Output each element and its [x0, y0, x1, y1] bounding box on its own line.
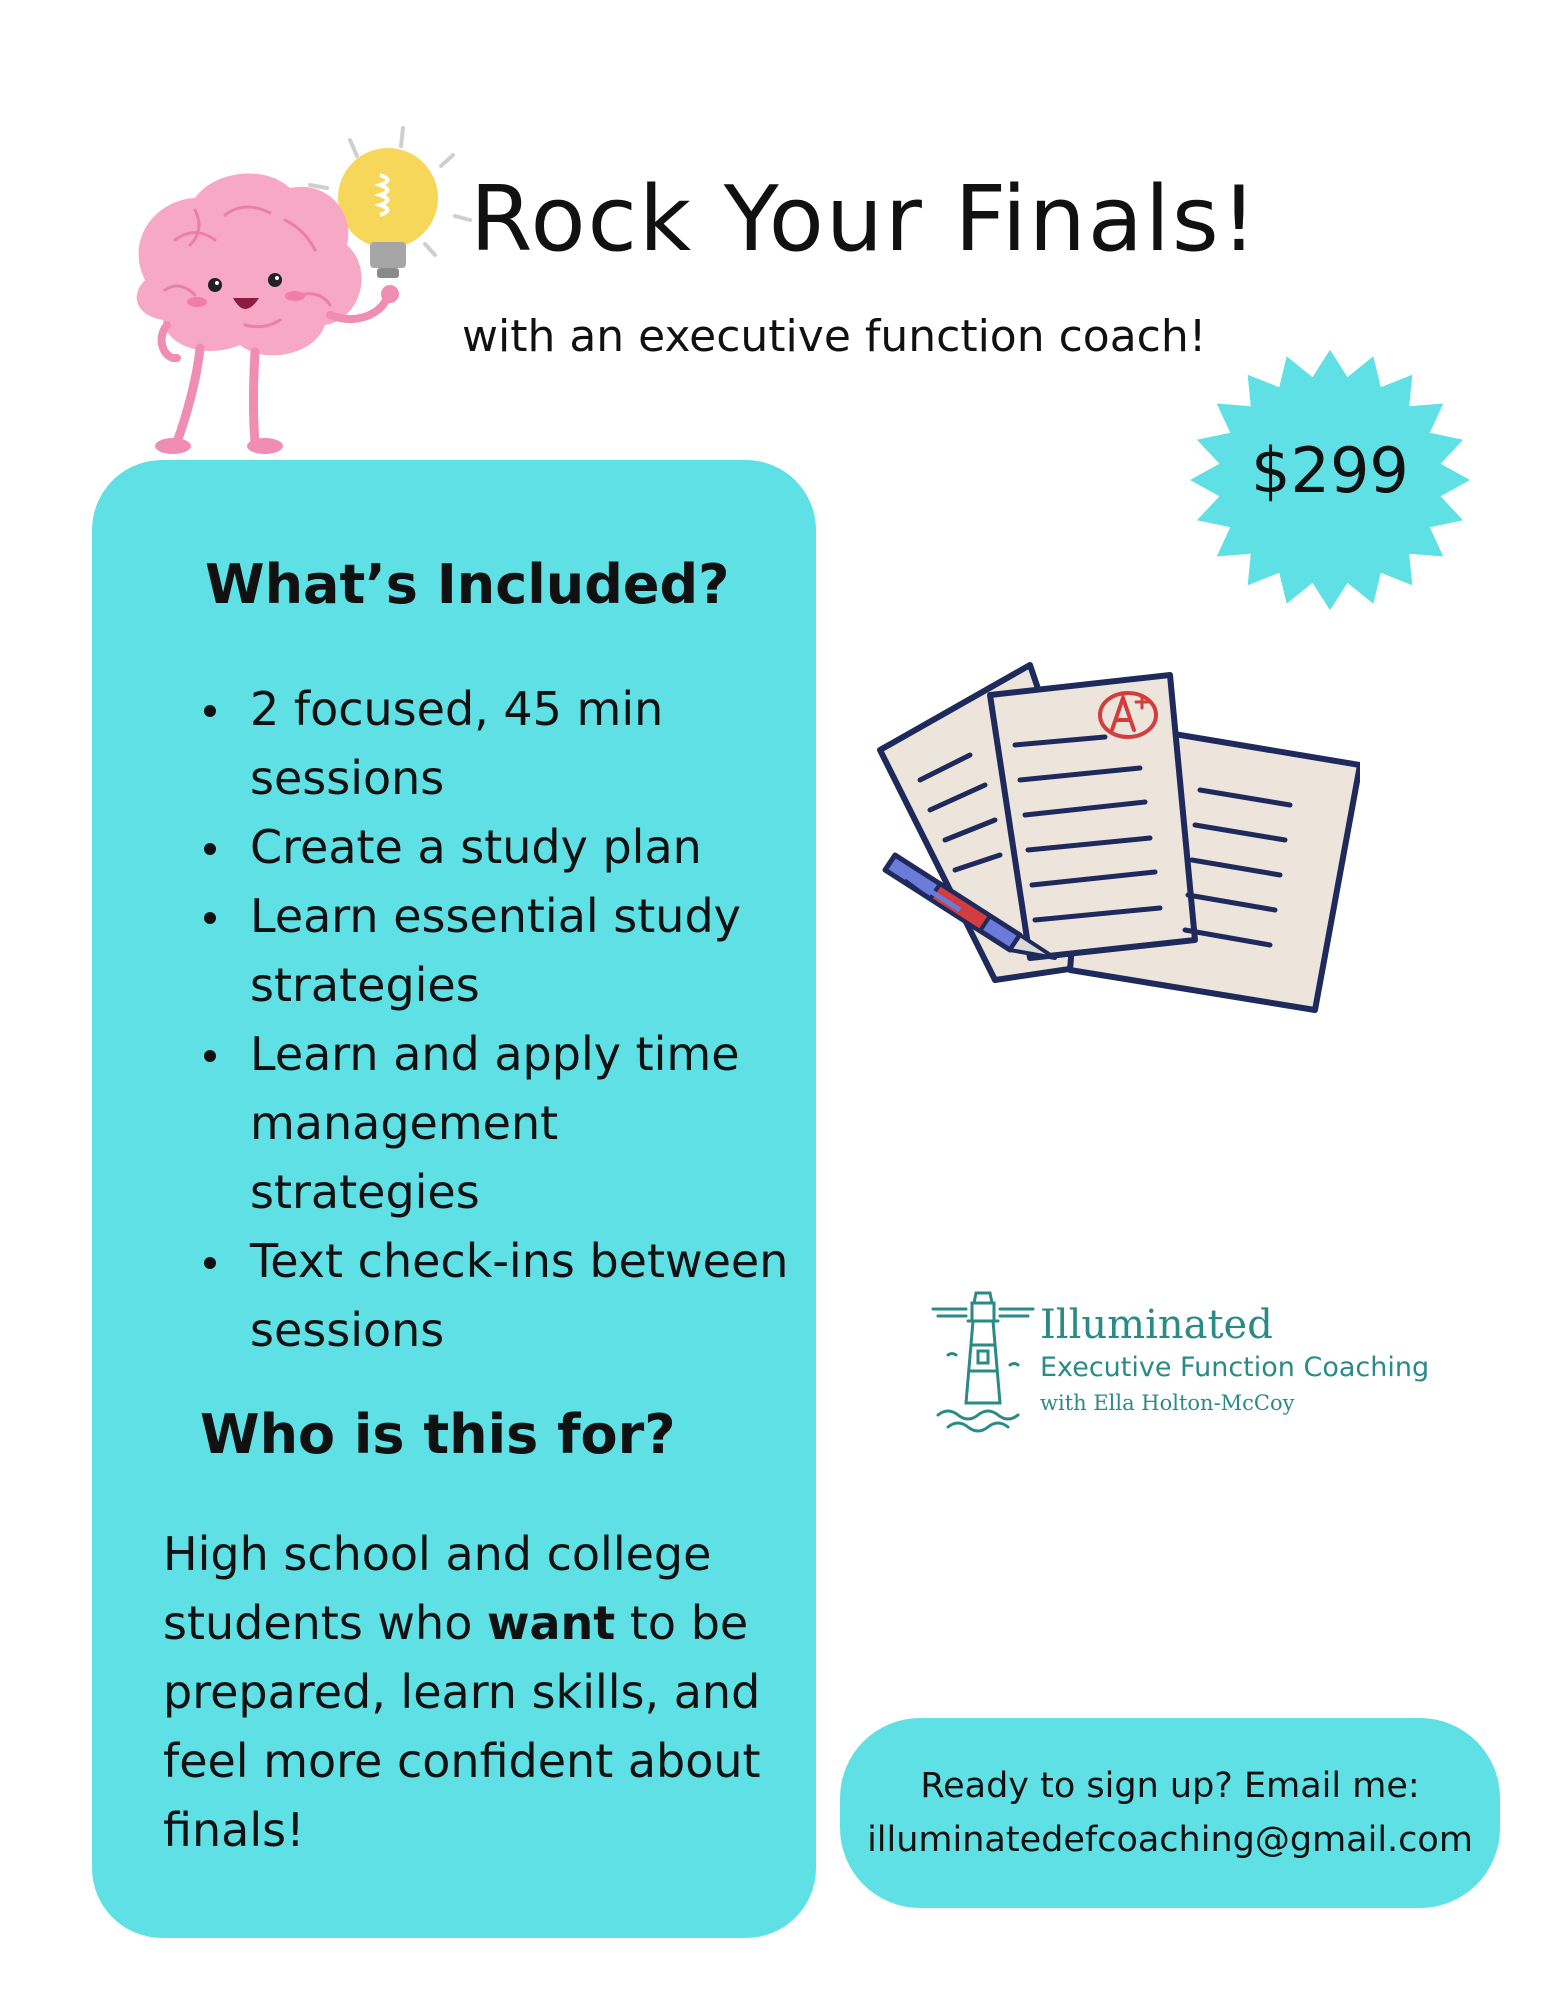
lighthouse-icon	[928, 1285, 1038, 1435]
bullet-icon	[204, 1257, 216, 1269]
bullet-icon	[204, 912, 216, 924]
audience-text: High school and college students who want to be prepared, learn skills, and feel more confident about finals!	[163, 1527, 761, 1857]
audience-emphasis: want	[486, 1596, 616, 1650]
logo-byline: with Ella Holton-McCoy	[1040, 1391, 1295, 1415]
included-heading: What’s Included?	[205, 553, 730, 616]
price-label: $299	[1251, 434, 1409, 507]
list-item: Create a study plan	[200, 813, 800, 882]
audience-heading: Who is this for?	[200, 1403, 676, 1466]
list-item: Text check-ins between sessions	[200, 1227, 800, 1365]
list-item: Learn essential study strategies	[200, 882, 800, 1020]
list-item: 2 focused, 45 min sessions	[200, 675, 800, 813]
page-subtitle: with an executive function coach!	[462, 311, 1207, 362]
logo-name: Illuminated	[1040, 1302, 1273, 1348]
graded-papers-icon	[860, 640, 1360, 1040]
cta-email-link[interactable]: illuminatedefcoaching@gmail.com	[867, 1820, 1473, 1860]
bullet-icon	[204, 1050, 216, 1062]
page-title: Rock Your Finals!	[470, 167, 1259, 272]
list-item: Learn and apply time management strategies	[200, 1020, 800, 1227]
brain-mascot-icon	[125, 120, 485, 460]
bullet-icon	[204, 705, 216, 717]
logo-subtitle: Executive Function Coaching	[1040, 1352, 1430, 1383]
signup-cta	[840, 1718, 1500, 1908]
bullet-icon	[204, 843, 216, 855]
cta-prompt: Ready to sign up? Email me:	[920, 1765, 1420, 1806]
included-list	[200, 675, 800, 1365]
